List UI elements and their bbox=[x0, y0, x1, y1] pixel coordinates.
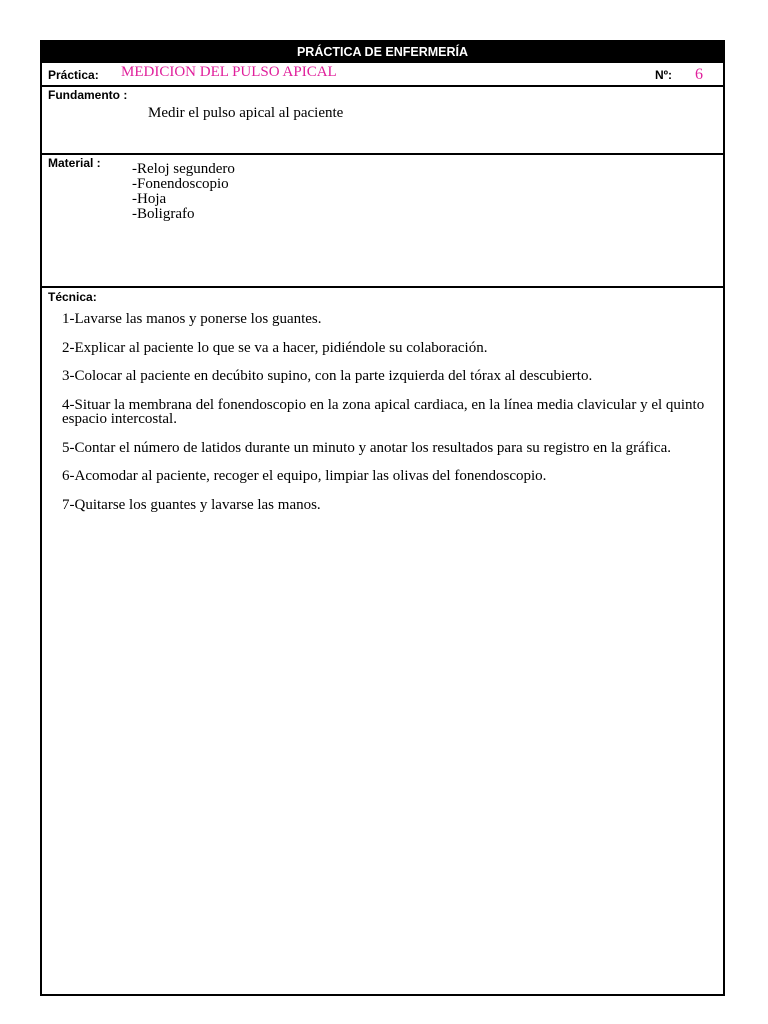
practica-label: Práctica: bbox=[48, 68, 99, 82]
sheet-title: PRÁCTICA DE ENFERMERÍA bbox=[42, 42, 723, 63]
material-item: -Fonendoscopio bbox=[132, 176, 229, 192]
tecnica-label: Técnica: bbox=[48, 290, 97, 304]
material-item: -Hoja bbox=[132, 191, 167, 207]
step-1: 1-Lavarse las manos y ponerse los guantes. bbox=[62, 311, 322, 327]
material-row bbox=[42, 155, 723, 288]
step-6: 6-Acomodar al paciente, recoger el equipo, limpiar las olivas del fonendoscopio. bbox=[62, 468, 547, 484]
step-7: 7-Quitarse los guantes y lavarse las manos. bbox=[62, 496, 321, 513]
material-list bbox=[132, 162, 235, 222]
number-value: 6 bbox=[695, 66, 703, 83]
material-item: -Reloj segundero bbox=[132, 161, 235, 177]
nursing-practice-sheet bbox=[40, 40, 725, 996]
fundamento-row bbox=[42, 87, 723, 155]
fundamento-text: Medir el pulso apical al paciente bbox=[148, 105, 344, 121]
tecnica-steps bbox=[62, 312, 707, 526]
step-4: 4-Situar la membrana del fonendoscopio en la zona apical cardiaca, en la línea media clavicular y el quinto espacio intercostal. bbox=[62, 396, 705, 427]
practica-value: MEDICION DEL PULSO APICAL bbox=[121, 64, 337, 80]
step-3: 3-Colocar al paciente en decúbito supino, con la parte izquierda del tórax al descubierto. bbox=[62, 368, 593, 384]
tecnica-row bbox=[42, 288, 723, 994]
practica-row bbox=[42, 63, 723, 87]
material-label: Material : bbox=[48, 156, 101, 170]
material-item: -Boligrafo bbox=[132, 206, 195, 222]
step-2: 2-Explicar al paciente lo que se va a hacer, pidiéndole su colaboración. bbox=[62, 339, 488, 356]
fundamento-label: Fundamento : bbox=[48, 88, 128, 102]
step-5: 5-Contar el número de latidos durante un minuto y anotar los resultados para su registro en la gráfica. bbox=[62, 439, 671, 456]
number-label: Nº: bbox=[655, 68, 673, 82]
